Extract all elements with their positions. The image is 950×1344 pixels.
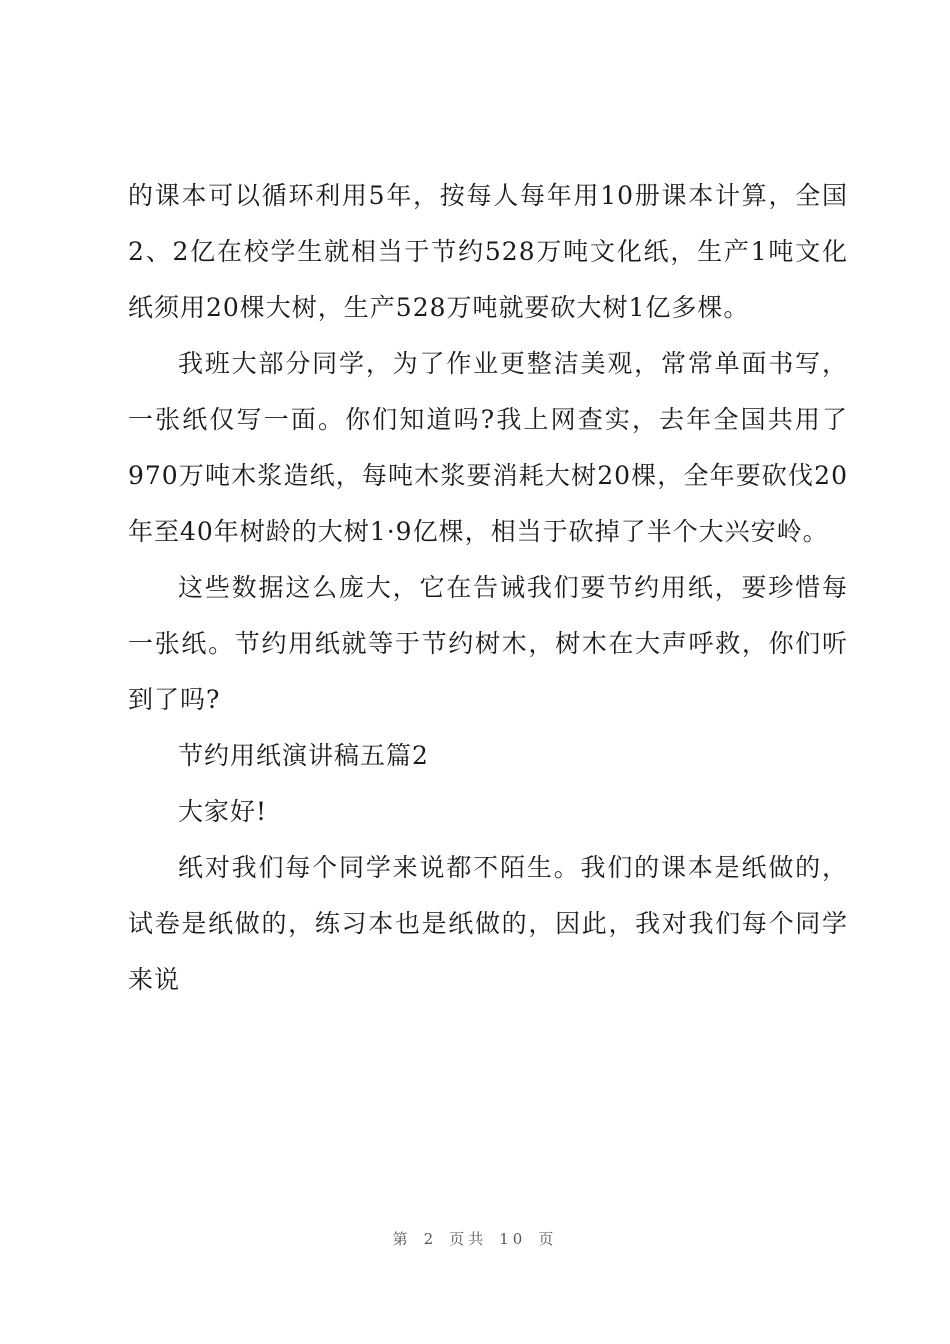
paragraph-2: 我班大部分同学，为了作业更整洁美观，常常单面书写，一张纸仅写一面。你们知道吗?我上网查实，去年全国共用了970万吨木浆造纸，每吨木浆要消耗大树20棵，全年要砍伐20年至40年树龄的大树1·9亿棵，相当于砍掉了半个大兴安岭。 — [128, 349, 848, 546]
footer-prefix: 第 — [392, 1230, 412, 1248]
footer-current-page: 2 — [423, 1230, 438, 1248]
page-footer — [0, 1228, 950, 1249]
section-heading: 节约用纸演讲稿五篇2 — [178, 741, 429, 770]
document-body — [128, 168, 848, 1008]
paragraph-3: 这些数据这么庞大，它在告诫我们要节约用纸，要珍惜每一张纸。节约用纸就等于节约树木，树木在大声呼救，你们听到了吗? — [128, 573, 848, 714]
paragraph-6: 纸对我们每个同学来说都不陌生。我们的课本是纸做的，试卷是纸做的，练习本也是纸做的，因此，我对我们每个同学来说 — [128, 853, 848, 994]
footer-total-pages: 10 — [499, 1230, 527, 1248]
footer-suffix: 页 — [538, 1230, 558, 1248]
paragraph-1: 的课本可以循环利用5年，按每人每年用10册课本计算，全国2、2亿在校学生就相当于节约528万吨文化纸，生产1吨文化纸须用20棵大树，生产528万吨就要砍大树1亿多棵。 — [128, 181, 848, 322]
greeting: 大家好! — [178, 797, 268, 826]
footer-middle: 页共 — [449, 1230, 488, 1248]
